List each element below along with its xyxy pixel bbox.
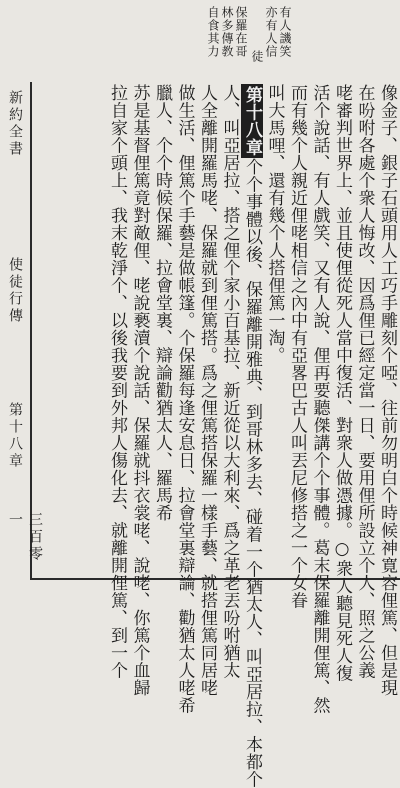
verse-line: 拉自家个頭上、我末乾淨个、以後我要到外邦人傷化去、就離開俚篤、到一个 <box>107 84 127 679</box>
verse-line: 叫大馬哩、還有幾个人搭俚篤一淘。 <box>264 84 285 364</box>
page-number: 三百零一 <box>7 512 43 563</box>
verse-line: 苏是基督俚篤竟對敵俚、咾說褻瀆个說話、保羅就抖衣裳咾、說咾、你篤个血歸 <box>129 84 150 697</box>
verse-line: 臘人、个个時候保羅、拉會堂裏、辯論勸猶太人、羅馬希 <box>152 84 172 522</box>
verse-line: 人全離開羅馬咾、保羅就到俚篤搭。爲之俚篤搭保羅一樣手藝、就搭俚篤同居咾 <box>197 84 217 697</box>
body-text <box>48 84 398 788</box>
side-margin <box>2 82 43 578</box>
margin-note: 林多傳教 <box>220 6 234 58</box>
margin-note: 保羅在哥 <box>234 6 248 58</box>
verse-line: 个个事體以後、保羅離開雅典、到哥林多去、碰着一个猶太人、叫亞居拉、本都个 <box>242 158 262 788</box>
book-name: 使徒行傳 <box>7 257 23 325</box>
chapter-heading: 第十八章 <box>242 86 262 156</box>
margin-note: 亦有人信 <box>264 6 278 58</box>
verse-line: 活个說話、有人戲笑、又有人說、俚再要聽傑講个个事體。葛末保羅離開俚篤、然 <box>309 84 330 714</box>
verse-line: 在吩咐各處个衆人悔改、因爲俚已經定當一日、要用俚所設立个人、照之公義 <box>354 84 375 679</box>
book-title: 新約全書 <box>7 90 23 158</box>
margin-note-mark: 徒 <box>250 50 264 63</box>
verse-line: 人、叫亞居拉、搭之俚个家小百基拉、新近從以大利來、爲之革老丟吩咐猶太 <box>219 84 240 679</box>
margin-notes <box>200 6 295 76</box>
verse-line: 做生活、俚篤个手藝是做帳篷。个保羅每逢安息日、拉會堂裏辯論、勸猶太人咾希 <box>174 84 195 714</box>
verse-line: 咾審判世界上、並且使俚從死人當中復活、對衆人做憑據。○衆人聽見死人復 <box>332 84 352 682</box>
margin-note: 自食其力 <box>206 6 220 58</box>
chapter-label: 第十八章 <box>7 402 23 470</box>
margin-note: 有人譏笑 <box>278 6 292 58</box>
text-frame <box>30 82 400 788</box>
verse-line: 像金子、銀子石頭用人工巧手雕刻个啞、往前勿明白个時候神寛容俚篤、但是現 <box>377 84 397 697</box>
verse-line: 而有幾个人親近俚咾相信之內中有亞畧巴古人叫丟尼修搭之一个女眷 <box>287 84 307 609</box>
